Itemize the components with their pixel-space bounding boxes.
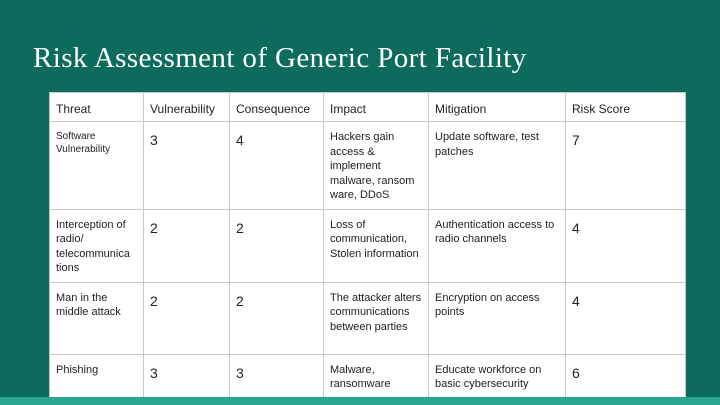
cell-mitigation: Update software, test patches	[435, 131, 539, 158]
cell-consequence: 3	[236, 364, 244, 381]
table-row	[50, 354, 686, 398]
cell-vulnerability: 2	[150, 292, 158, 309]
cell-impact: Malware, ransomware	[330, 363, 391, 390]
bottom-accent-bar	[0, 397, 720, 405]
cell-consequence: 4	[236, 132, 244, 148]
cell-threat: Interception of radio/ telecommunica tions	[56, 218, 130, 274]
cell-vulnerability: 2	[150, 219, 158, 236]
cell-impact: Loss of communication, Stolen information	[330, 218, 419, 260]
cell-threat: Man in the middle attack	[56, 291, 121, 318]
cell-impact: Hackers gain access & implement malware, ransom ware, DDoS	[330, 131, 415, 201]
cell-vulnerability: 3	[150, 132, 158, 148]
header-impact: Impact	[324, 93, 429, 122]
header-consequence: Consequence	[230, 93, 324, 122]
header-mitigation: Mitigation	[429, 93, 566, 122]
slide-title: Risk Assessment of Generic Port Facility	[33, 42, 527, 74]
cell-vulnerability: 3	[150, 364, 158, 381]
cell-consequence: 2	[236, 292, 244, 309]
header-risk-score: Risk Score	[566, 93, 686, 122]
table-header-row	[50, 93, 686, 122]
table-row	[50, 122, 686, 210]
header-threat: Threat	[50, 93, 144, 122]
cell-consequence: 2	[236, 219, 244, 236]
cell-mitigation: Encryption on access points	[435, 291, 540, 318]
cell-risk-score: 4	[572, 219, 580, 236]
cell-impact: The attacker alters communications between parties	[330, 291, 422, 333]
cell-threat: Phishing	[56, 363, 99, 376]
cell-risk-score: 4	[572, 292, 580, 309]
cell-threat: Software Vulnerability	[56, 131, 111, 155]
table-row	[50, 282, 686, 354]
cell-mitigation: Authentication access to radio channels	[435, 218, 555, 245]
cell-mitigation: Educate workforce on basic cybersecurity	[435, 363, 542, 390]
header-vulnerability: Vulnerability	[144, 93, 230, 122]
risk-assessment-table	[49, 92, 686, 399]
table-row	[50, 209, 686, 282]
cell-risk-score: 7	[572, 132, 580, 148]
cell-risk-score: 6	[572, 364, 580, 381]
